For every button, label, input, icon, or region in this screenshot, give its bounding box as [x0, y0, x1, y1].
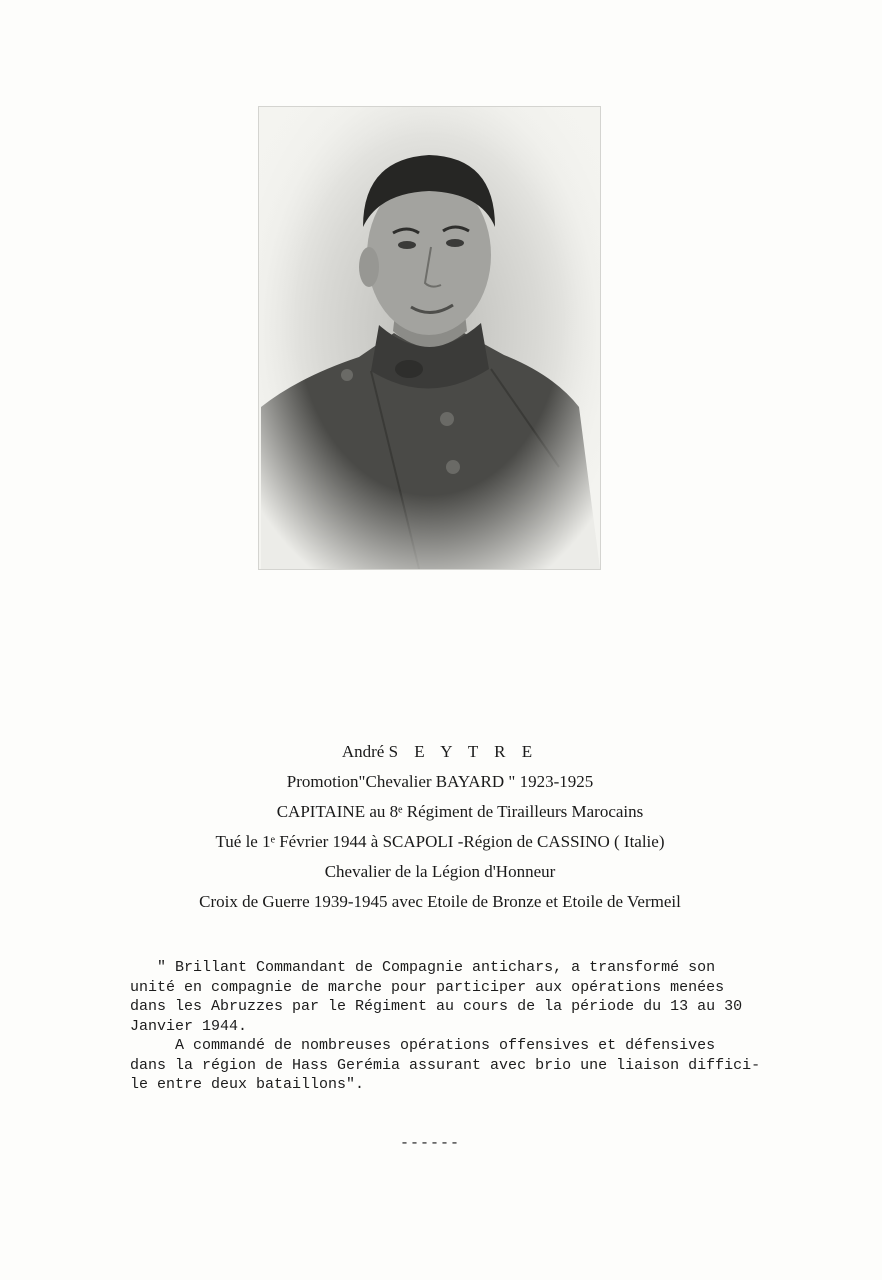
citation-line: le entre deux bataillons".	[130, 1076, 365, 1093]
citation-line: dans la région de Hass Gerémia assurant avec brio une liaison diffici-	[130, 1056, 761, 1074]
name-line	[100, 742, 780, 762]
citation-line: unité en compagnie de marche pour participer aux opérations menées	[130, 978, 725, 996]
first-name: André	[341, 742, 385, 761]
promotion-line: Promotion"Chevalier BAYARD " 1923-1925	[286, 772, 594, 791]
honour-line: Chevalier de la Légion d'Honneur	[324, 862, 556, 881]
citation-line: dans les Abruzzes par le Régiment au cours de la période du 13 au 30	[130, 998, 743, 1015]
closing-dashes: ------	[400, 1135, 461, 1152]
death-line: Tué le 1ᵉ Février 1944 à SCAPOLI -Région de CASSINO ( Italie)	[215, 832, 665, 851]
citation-line: Janvier 1944.	[130, 1017, 248, 1035]
citation-line: A commandé de nombreuses opérations offensives et défensives	[130, 1037, 716, 1054]
portrait-photo	[258, 106, 601, 570]
cross-line: Croix de Guerre 1939-1945 avec Etoile de Bronze et Etoile de Vermeil	[199, 892, 681, 911]
citation-line: " Brillant Commandant de Compagnie antichars, a transformé son	[130, 959, 716, 976]
last-name: S E Y T R E	[388, 742, 539, 761]
portrait-figure	[259, 107, 600, 569]
citation-text	[130, 958, 761, 1095]
rank-line: CAPITAINE au 8ᵉ Régiment de Tirailleurs Marocains	[276, 802, 644, 821]
